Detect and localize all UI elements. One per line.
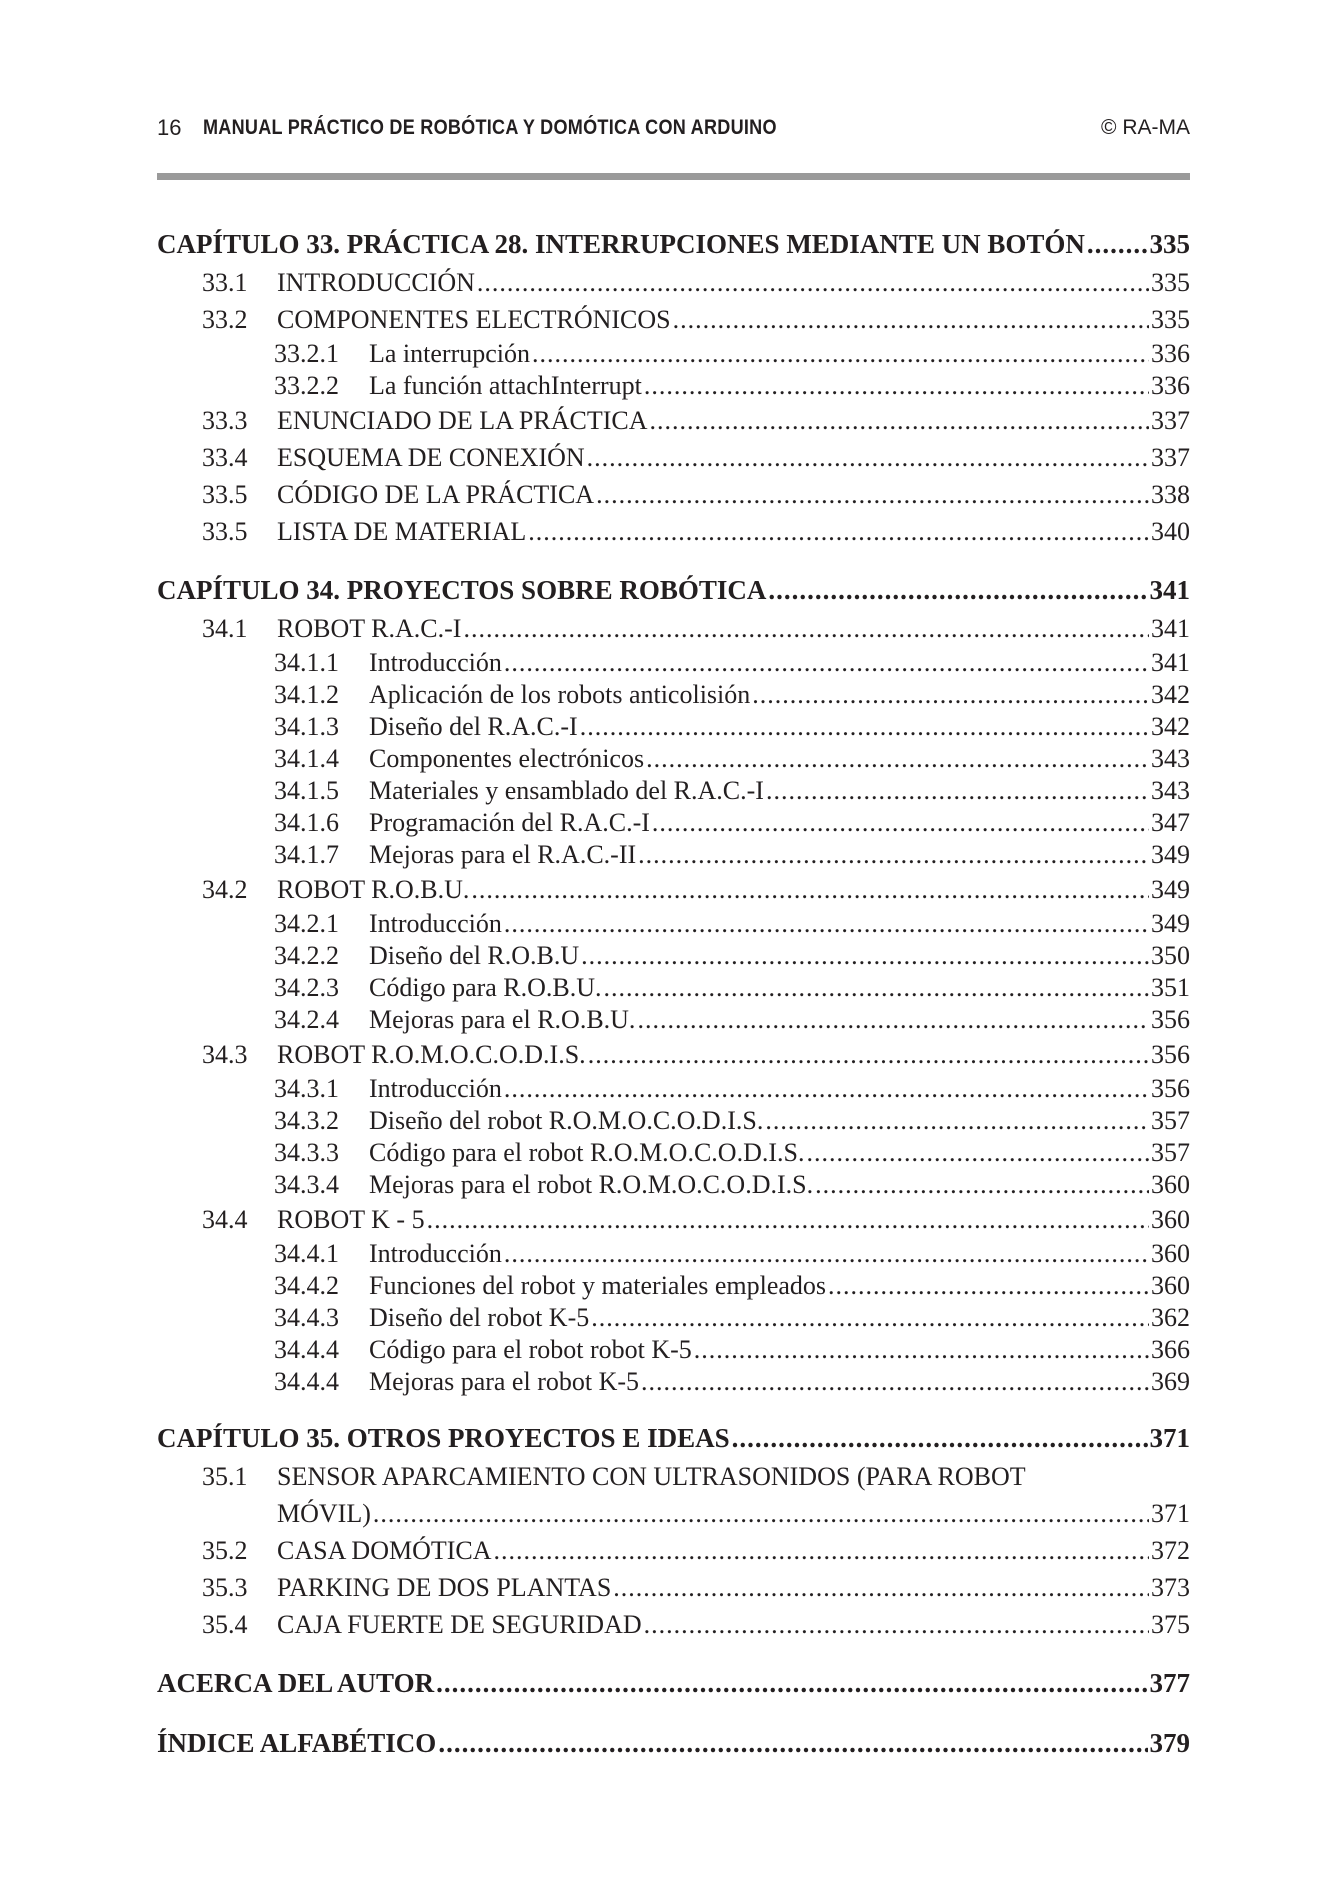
toc-leader-dots	[532, 338, 1149, 370]
toc-leader-dots	[471, 871, 1149, 908]
toc-leader-dots	[644, 370, 1149, 402]
toc-leader-dots	[766, 775, 1149, 807]
toc-leader-dots	[604, 972, 1149, 1004]
toc-entry-title: Introducción	[369, 909, 502, 938]
toc-entry-number: 35.3	[202, 1573, 248, 1602]
toc-entry-number: 34.3	[202, 1040, 248, 1069]
toc-entry-number: 34.1.6	[274, 808, 339, 837]
toc-entry-number: 33.2	[202, 305, 248, 334]
toc-entry-title: CÓDIGO DE LA PRÁCTICA	[277, 480, 595, 509]
toc-entry-number: 34.3.1	[274, 1074, 339, 1103]
toc-entry-title: Componentes electrónicos	[369, 744, 645, 773]
toc-entry[interactable]	[157, 1532, 1190, 1569]
toc-entry-number: 34.1.4	[274, 744, 339, 773]
toc-entry[interactable]	[157, 1169, 1190, 1201]
toc-leader-dots	[588, 1036, 1149, 1073]
toc-entry-number: 33.4	[202, 443, 248, 472]
toc-entry[interactable]	[157, 1569, 1190, 1606]
page-header	[157, 110, 1190, 146]
toc-entry-title: CAPÍTULO 33. PRÁCTICA 28. INTERRUPCIONES MEDIANTE UN BOTÓN	[157, 229, 1085, 259]
toc-entry[interactable]	[157, 743, 1190, 775]
toc-entry-title: SENSOR APARCAMIENTO CON ULTRASONIDOS (PARA ROBOT	[277, 1462, 1026, 1491]
toc-entry-page: 362	[1151, 1303, 1190, 1332]
toc-entry-title: CAPÍTULO 34. PROYECTOS SOBRE ROBÓTICA	[157, 575, 767, 605]
toc-entry-page: 377	[1149, 1668, 1190, 1698]
toc-entry[interactable]	[157, 1137, 1190, 1169]
toc-entry[interactable]	[157, 972, 1190, 1004]
toc-entry-page: 340	[1151, 517, 1190, 546]
toc-entry-page: 357	[1151, 1106, 1190, 1135]
toc-entry-number: 34.1.2	[274, 680, 339, 709]
toc-entry[interactable]	[157, 402, 1190, 439]
toc-leader-dots	[673, 301, 1149, 338]
toc-leader-dots	[580, 711, 1149, 743]
toc-leader-dots	[581, 940, 1149, 972]
toc-entry-page: 375	[1151, 1610, 1190, 1639]
toc-entry-title: Diseño del robot R.O.M.O.C.O.D.I.S.	[369, 1106, 764, 1135]
toc-entry-page: 372	[1151, 1536, 1190, 1565]
toc-entry-title: Diseño del R.A.C.-I	[369, 712, 578, 741]
toc-entry-number: 33.1	[202, 268, 248, 297]
toc-leader-dots	[732, 1418, 1148, 1458]
toc-entry-number: 34.2	[202, 875, 248, 904]
toc-entry-title: Materiales y ensamblado del R.A.C.-I	[369, 776, 764, 805]
toc-leader-dots	[463, 610, 1149, 647]
toc-entry-title: Mejoras para el R.A.C.-II	[369, 840, 637, 869]
toc-leader-dots	[438, 1723, 1147, 1763]
toc-leader-dots	[694, 1334, 1149, 1366]
toc-entry-number: 34.4.3	[274, 1303, 339, 1332]
toc-entry-page: 360	[1151, 1271, 1190, 1300]
toc-entry-title: CASA DOMÓTICA	[277, 1536, 492, 1565]
toc-entry[interactable]	[157, 1238, 1190, 1270]
toc-leader-dots	[504, 1073, 1149, 1105]
toc-entry[interactable]	[157, 439, 1190, 476]
toc-entry-page: 366	[1151, 1335, 1190, 1364]
toc-leader-dots	[587, 439, 1149, 476]
toc-entry-number: 34.2.4	[274, 1005, 339, 1034]
toc-leader-dots	[596, 476, 1149, 513]
toc-entry[interactable]	[157, 839, 1190, 871]
toc-entry-page: 343	[1151, 744, 1190, 773]
toc-entry-title: CAPÍTULO 35. OTROS PROYECTOS E IDEAS	[157, 1423, 730, 1453]
toc-entry-number: 34.1.7	[274, 840, 339, 869]
toc-entry[interactable]	[157, 647, 1190, 679]
toc-leader-dots	[1087, 224, 1148, 264]
toc-entry-title: Mejoras para el robot R.O.M.O.C.O.D.I.S.	[369, 1170, 814, 1199]
toc-leader-dots	[828, 1270, 1149, 1302]
toc-entry-page: 371	[1149, 1423, 1190, 1453]
toc-leader-dots	[644, 1606, 1149, 1643]
toc-entry-number: 34.4.4	[274, 1367, 339, 1396]
toc-chapter[interactable]	[157, 1723, 1190, 1763]
toc-entry-title: ACERCA DEL AUTOR	[157, 1668, 435, 1698]
toc-entry-number: 34.2.3	[274, 973, 339, 1002]
toc-entry-number: 34.4	[202, 1205, 248, 1234]
toc-entry-number: 35.1	[202, 1462, 248, 1491]
toc-entry-page: 336	[1151, 371, 1190, 400]
toc-chapter[interactable]	[157, 1418, 1190, 1458]
toc-entry-title: Introducción	[369, 648, 502, 677]
toc-entry-title: Código para el robot robot K-5	[369, 1335, 692, 1364]
toc-entry-title: ROBOT R.A.C.-I	[277, 614, 462, 643]
toc-entry-number: 34.4.4	[274, 1335, 339, 1364]
toc-entry-number: 33.5	[202, 517, 248, 546]
toc-entry[interactable]	[157, 1606, 1190, 1643]
toc-leader-dots	[504, 1238, 1149, 1270]
toc-entry[interactable]	[157, 610, 1190, 647]
toc-entry-title: La interrupción	[369, 339, 530, 368]
toc-entry-line	[157, 1458, 1190, 1495]
toc-leader-dots	[494, 1532, 1149, 1569]
toc-entry-title: Programación del R.A.C.-I	[369, 808, 650, 837]
toc-leader-dots	[427, 1201, 1149, 1238]
toc-leader-dots	[613, 1569, 1149, 1606]
toc-leader-dots	[638, 839, 1149, 871]
toc-entry[interactable]	[157, 1004, 1190, 1036]
toc-entry-page: 341	[1149, 575, 1190, 605]
toc-entry-title: ROBOT K - 5	[277, 1205, 425, 1234]
toc-entry-page: 335	[1151, 305, 1190, 334]
toc-entry-page: 360	[1151, 1239, 1190, 1268]
toc-entry-page: 350	[1151, 941, 1190, 970]
toc-leader-dots	[436, 1663, 1147, 1703]
toc-entry[interactable]	[157, 807, 1190, 839]
toc-entry[interactable]	[157, 1201, 1190, 1238]
toc-entry[interactable]	[157, 264, 1190, 301]
toc-entry-title: Mejoras para el robot K-5	[369, 1367, 640, 1396]
toc-entry-number: 34.1	[202, 614, 248, 643]
toc-leader-dots	[591, 1302, 1149, 1334]
toc-entry-number: 35.4	[202, 1610, 248, 1639]
header-rule	[157, 173, 1190, 180]
toc-entry-page: 373	[1151, 1573, 1190, 1602]
toc-entry[interactable]	[157, 1105, 1190, 1137]
toc-leader-dots	[528, 513, 1149, 550]
toc-leader-dots	[641, 1366, 1149, 1398]
toc-entry-page: 335	[1151, 268, 1190, 297]
toc-entry[interactable]	[157, 1073, 1190, 1105]
toc-entry-number: 34.4.2	[274, 1271, 339, 1300]
toc-entry[interactable]	[157, 1302, 1190, 1334]
toc-entry-page: 342	[1151, 680, 1190, 709]
toc-entry-page: 342	[1151, 712, 1190, 741]
toc-entry-number: 33.2.2	[274, 371, 339, 400]
toc-entry-title: Código para el robot R.O.M.O.C.O.D.I.S.	[369, 1138, 805, 1167]
toc-chapter[interactable]	[157, 1663, 1190, 1703]
toc-entry-page: 360	[1151, 1205, 1190, 1234]
toc-entry-page: 356	[1151, 1005, 1190, 1034]
toc-entry-number: 34.3.2	[274, 1106, 339, 1135]
toc-entry-page: 343	[1151, 776, 1190, 805]
toc-entry-page: 356	[1151, 1040, 1190, 1069]
table-of-contents	[157, 224, 1190, 1763]
toc-entry[interactable]	[157, 775, 1190, 807]
toc-leader-dots	[637, 1004, 1149, 1036]
toc-entry-page: 335	[1149, 229, 1190, 259]
toc-leader-dots	[806, 1137, 1149, 1169]
toc-entry[interactable]	[157, 1495, 1190, 1532]
toc-entry[interactable]	[157, 1366, 1190, 1398]
toc-entry-title-continued: MÓVIL)	[277, 1499, 371, 1528]
toc-entry-title: INTRODUCCIÓN	[277, 268, 475, 297]
toc-entry-title: CAJA FUERTE DE SEGURIDAD	[277, 1610, 642, 1639]
toc-entry[interactable]	[157, 871, 1190, 908]
toc-entry-page: 337	[1151, 443, 1190, 472]
toc-entry-page: 357	[1151, 1138, 1190, 1167]
toc-entry[interactable]	[157, 476, 1190, 513]
toc-entry-title: ÍNDICE ALFABÉTICO	[157, 1728, 437, 1758]
toc-entry-title: Aplicación de los robots anticolisión	[369, 680, 751, 709]
toc-entry-title: LISTA DE MATERIAL	[277, 517, 527, 546]
toc-entry-page: 379	[1149, 1728, 1190, 1758]
toc-entry-number: 34.3.4	[274, 1170, 339, 1199]
toc-entry-page: 341	[1151, 614, 1190, 643]
toc-entry-page: 371	[1151, 1499, 1190, 1528]
toc-leader-dots	[650, 402, 1150, 439]
toc-entry-page: 369	[1151, 1367, 1190, 1396]
toc-leader-dots	[504, 647, 1149, 679]
toc-leader-dots	[652, 807, 1149, 839]
toc-entry[interactable]	[157, 1334, 1190, 1366]
toc-entry[interactable]	[157, 1036, 1190, 1073]
toc-entry[interactable]	[157, 370, 1190, 402]
toc-leader-dots	[752, 679, 1149, 711]
toc-entry-number: 34.1.3	[274, 712, 339, 741]
toc-entry-number: 34.2.1	[274, 909, 339, 938]
toc-chapter[interactable]	[157, 570, 1190, 610]
toc-entry-number: 34.1.5	[274, 776, 339, 805]
toc-leader-dots	[765, 1105, 1149, 1137]
toc-entry[interactable]	[157, 940, 1190, 972]
toc-entry-title: ESQUEMA DE CONEXIÓN	[277, 443, 585, 472]
toc-entry-number: 33.3	[202, 406, 248, 435]
toc-entry-number: 34.3.3	[274, 1138, 339, 1167]
toc-entry[interactable]	[157, 1270, 1190, 1302]
toc-entry[interactable]	[157, 301, 1190, 338]
toc-entry-title: Diseño del robot K-5	[369, 1303, 590, 1332]
toc-entry[interactable]	[157, 338, 1190, 370]
toc-entry-title: Funciones del robot y materiales empleados	[369, 1271, 827, 1300]
toc-chapter[interactable]	[157, 224, 1190, 264]
toc-leader-dots	[373, 1495, 1149, 1532]
toc-leader-dots	[815, 1169, 1149, 1201]
toc-entry-number: 35.2	[202, 1536, 248, 1565]
toc-entry-number: 33.2.1	[274, 339, 339, 368]
toc-entry-page: 349	[1151, 840, 1190, 869]
toc-entry-page: 341	[1151, 648, 1190, 677]
toc-entry[interactable]	[157, 513, 1190, 550]
toc-leader-dots	[504, 908, 1149, 940]
toc-entry-title: Introducción	[369, 1239, 502, 1268]
toc-entry-number: 34.4.1	[274, 1239, 339, 1268]
toc-entry-page: 337	[1151, 406, 1190, 435]
toc-leader-dots	[646, 743, 1149, 775]
toc-entry-title: ENUNCIADO DE LA PRÁCTICA	[277, 406, 648, 435]
toc-entry-page: 360	[1151, 1170, 1190, 1199]
toc-entry-page: 351	[1151, 973, 1190, 1002]
toc-entry-title: Diseño del R.O.B.U	[369, 941, 580, 970]
toc-entry-page: 347	[1151, 808, 1190, 837]
toc-entry-number: 33.5	[202, 480, 248, 509]
toc-entry-page: 356	[1151, 1074, 1190, 1103]
toc-entry-title: PARKING DE DOS PLANTAS	[277, 1573, 612, 1602]
toc-entry-title: La función attachInterrupt	[369, 371, 642, 400]
running-title: MANUAL PRÁCTICO DE ROBÓTICA Y DOMÓTICA CON ARDUINO	[203, 116, 777, 139]
toc-entry[interactable]	[157, 679, 1190, 711]
toc-entry-number: 34.1.1	[274, 648, 339, 677]
toc-leader-dots	[477, 264, 1149, 301]
page-number: 16	[157, 115, 182, 140]
toc-leader-dots	[768, 570, 1147, 610]
toc-entry-title: Introducción	[369, 1074, 502, 1103]
toc-entry[interactable]	[157, 908, 1190, 940]
toc-entry-title: COMPONENTES ELECTRÓNICOS	[277, 305, 671, 334]
toc-entry-page: 349	[1151, 909, 1190, 938]
toc-entry[interactable]	[157, 711, 1190, 743]
toc-entry-title: ROBOT R.O.M.O.C.O.D.I.S.	[277, 1040, 586, 1069]
toc-entry-page: 338	[1151, 480, 1190, 509]
toc-entry-number: 34.2.2	[274, 941, 339, 970]
publisher-mark: © RA-MA	[1101, 116, 1190, 139]
toc-entry-page: 349	[1151, 875, 1190, 904]
toc-entry-title: Mejoras para el R.O.B.U.	[369, 1005, 636, 1034]
toc-entry-title: ROBOT R.O.B.U.	[277, 875, 470, 904]
toc-entry-title: Código para R.O.B.U.	[369, 973, 602, 1002]
toc-entry-page: 336	[1151, 339, 1190, 368]
